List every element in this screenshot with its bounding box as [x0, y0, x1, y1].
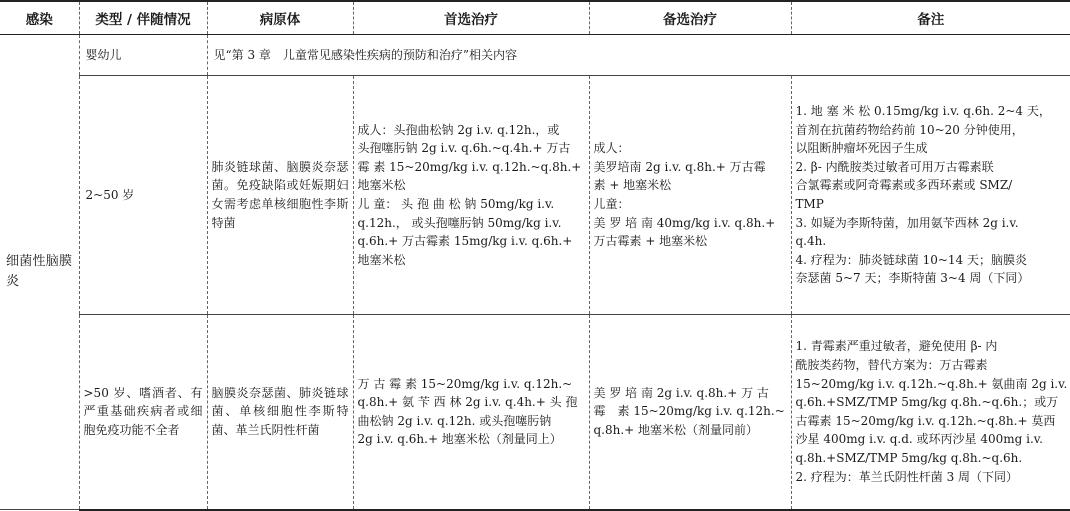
text-line: 美 罗 培 南 40mg/kg i.v. q.8h.+ — [593, 215, 776, 230]
text-line: TMP — [795, 197, 824, 211]
text-line: 霉 素 15~20mg/kg i.v. q.12h.~q.8h.+ — [357, 159, 582, 174]
text-line: 奈瑟菌 5~7 天；李斯特菌 3~4 周（下同） — [795, 271, 1030, 286]
pathogen-cell: 肺炎链球菌、脑膜炎奈瑟菌。免疫缺陷或妊娠期妇女需考虑单核细胞性李斯特菌 — [207, 76, 353, 315]
text-line: 地塞米松 — [357, 178, 406, 193]
type-cell: 婴幼儿 — [79, 35, 207, 76]
text-line: 沙星 400mg i.v. q.d. 或环丙沙星 400mg i.v. — [795, 432, 1043, 447]
text-line: q.8h.+ 地塞米松（剂量同前） — [593, 423, 759, 438]
text-line: q.6h.+SMZ/TMP 5mg/kg q.8h.~q.6h.；或万 — [795, 395, 1059, 410]
text-line: 2. β- 内酰胺类过敏者可用万古霉素联 — [795, 159, 994, 174]
text-line: q.12h.， 或头孢噻肟钠 50mg/kg i.v. — [357, 215, 562, 230]
text-line: 头孢噻肟钠 2g i.v. q.6h.~q.4h.+ 万古 — [357, 141, 571, 156]
text-line: 首剂在抗菌药物给药前 10~20 分钟使用， — [795, 122, 1024, 137]
text-line: 万古霉素 + 地塞米松 — [593, 234, 708, 249]
text-line: 霉 素 15~20mg/kg i.v. q.12h.~ — [593, 404, 785, 419]
text-line: 美罗培南 2g i.v. q.8h.+ 万古霉 — [593, 159, 766, 174]
text-line: q.8h.+SMZ/TMP 5mg/kg q.8h.~q.6h. — [795, 450, 1023, 465]
text-line: 美 罗 培 南 2g i.v. q.8h.+ 万 古 — [593, 385, 769, 400]
text-line: 以阻断肿瘤坏死因子生成 — [795, 141, 928, 156]
header-first-choice: 首选治疗 — [353, 1, 589, 35]
text-line: 1. 青霉素严重过敏者，避免使用 β- 内 — [795, 339, 998, 354]
text-line: q.4h. — [795, 234, 827, 249]
text-line: 儿 童： 头 孢 曲 松 钠 50mg/kg i.v. — [357, 197, 555, 211]
infection-cell — [0, 35, 79, 510]
text-line: 2. 疗程为：革兰氏阴性杆菌 3 周（下同） — [795, 469, 1019, 484]
text-line: 古霉素 15~20mg/kg i.v. q.12h.~q.8h.+ 莫西 — [795, 413, 1056, 428]
header-infection: 感染 — [0, 1, 79, 35]
text-line: 地塞米松 — [357, 252, 406, 267]
reference-cell: 见“第 3 章 儿童常见感染性疾病的预防和治疗”相关内容 — [207, 35, 1070, 76]
infection-name: 细菌性脑膜炎 — [6, 254, 72, 289]
header-notes: 备注 — [791, 1, 1070, 35]
type-cell: 2~50 岁 — [79, 76, 207, 315]
text-line: 2g i.v. q.6h.+ 地塞米松（剂量同上） — [357, 432, 562, 447]
text-line: 儿童： — [593, 197, 630, 211]
text-line: q.8h.+ 氨 苄 西 林 2g i.v. q.4h.+ 头 孢 — [357, 395, 578, 410]
notes-cell — [791, 315, 1070, 510]
text-line: 曲松钠 2g i.v. q.12h. 或头孢噻肟钠 — [357, 413, 552, 428]
first-choice-cell — [353, 315, 589, 510]
header-row — [0, 1, 1070, 35]
pathogen-cell: 脑膜炎奈瑟菌、肺炎链球菌、单核细胞性李斯特菌、革兰氏阴性杆菌 — [207, 315, 353, 510]
text-line: 15~20mg/kg i.v. q.12h.~q.8h.+ 氨曲南 2g i.v. — [795, 376, 1068, 391]
notes-cell — [791, 76, 1070, 315]
text-line: 成人： — [593, 141, 630, 156]
text-line: 合氯霉素或阿奇霉素或多西环素或 SMZ/ — [795, 178, 1013, 193]
text-line: 3. 如疑为李斯特菌，加用氨苄西林 2g i.v. — [795, 215, 1019, 230]
alternative-cell — [589, 76, 791, 315]
text-line: 1. 地 塞 米 松 0.15mg/kg i.v. q.6h. 2~4 天， — [795, 104, 1051, 119]
text-line: 素 + 地塞米松 — [593, 178, 672, 193]
table-row — [0, 35, 1070, 76]
text-line: 万 古 霉 素 15~20mg/kg i.v. q.12h.~ — [357, 376, 573, 391]
header-type: 类型 / 伴随情况 — [79, 1, 207, 35]
text-line: q.6h.+ 万古霉素 15mg/kg i.v. q.6h.+ — [357, 234, 573, 249]
text-line: 4. 疗程为：肺炎链球菌 10~14 天；脑膜炎 — [795, 252, 1027, 267]
alternative-cell — [589, 315, 791, 510]
header-pathogen: 病原体 — [207, 1, 353, 35]
table-row — [0, 76, 1070, 315]
text-line: 成人：头孢曲松钠 2g i.v. q.12h.，或 — [357, 122, 560, 137]
text-line: 酰胺类药物，替代方案为：万古霉素 — [795, 357, 988, 372]
type-cell: >50 岁、嗜酒者、有严重基础疾病者或细胞免疫功能不全者 — [79, 315, 207, 510]
table-row — [0, 315, 1070, 510]
header-alternative: 备选治疗 — [589, 1, 791, 35]
first-choice-cell — [353, 76, 589, 315]
